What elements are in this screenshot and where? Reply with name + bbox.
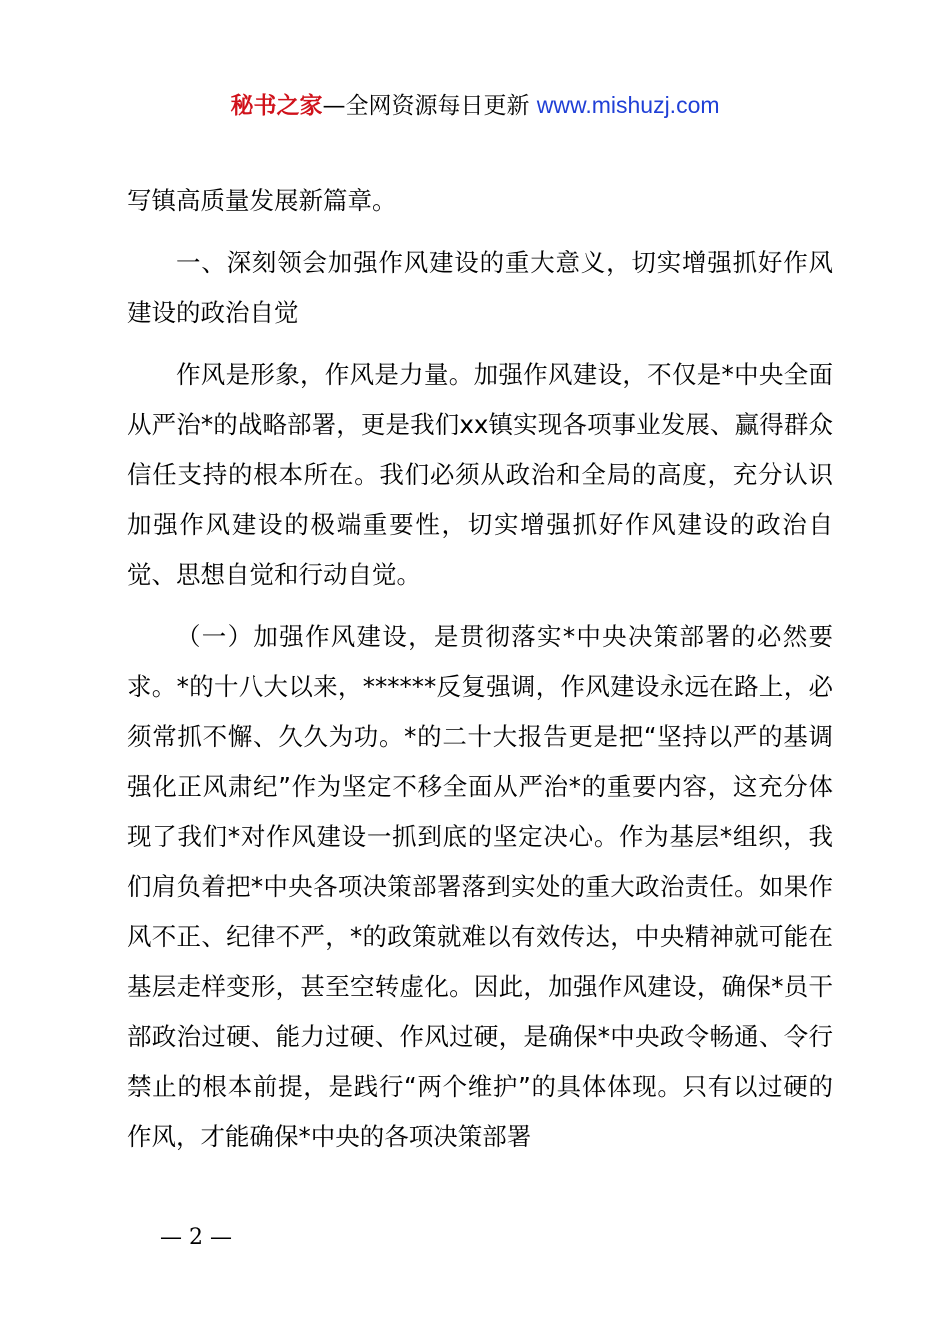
document-body (127, 176, 833, 1174)
page-header (0, 88, 950, 123)
paragraph-continuation: 写镇高质量发展新篇章。 (127, 186, 397, 215)
header-slogan: —全网资源每日更新 (322, 93, 537, 119)
header-brand: 秘书之家 (230, 93, 323, 119)
header-url-link[interactable]: www.mishuzj.com (536, 92, 720, 118)
page-number: — 2 — (160, 1225, 232, 1250)
paragraph: （一）加强作风建设，是贯彻落实*中央决策部署的必然要求。*的十八大以来，******反复强调，作风建设永远在路上，必须常抓不懈、久久为功。*的二十大报告更是把“坚持以严的基调强化正风肃纪”作为坚定不移全面从严治*的重要内容，这充分体现了我们*对作风建设一抓到底的坚定决心。作为基层*组织，我们肩负着把*中央各项决策部署落到实处的重大政治责任。如果作风不正、纪律不严，*的政策就难以有效传达，中央精神就可能在基层走样变形，甚至空转虚化。因此，加强作风建设，确保*员干部政治过硬、能力过硬、作风过硬，是确保*中央政令畅通、令行禁止的根本前提，是践行“两个维护”的具体体现。只有以过硬的作风，才能确保*中央的各项决策部署 (127, 622, 833, 1151)
paragraph: 作风是形象，作风是力量。加强作风建设，不仅是*中央全面从严治*的战略部署，更是我们xx镇实现各项事业发展、赢得群众信任支持的根本所在。我们必须从政治和全局的高度，充分认识加强作风建设的极端重要性，切实增强抓好作风建设的政治自觉、思想自觉和行动自觉。 (127, 360, 833, 589)
section-heading: 一、深刻领会加强作风建设的重大意义，切实增强抓好作风建设的政治自觉 (127, 248, 833, 327)
